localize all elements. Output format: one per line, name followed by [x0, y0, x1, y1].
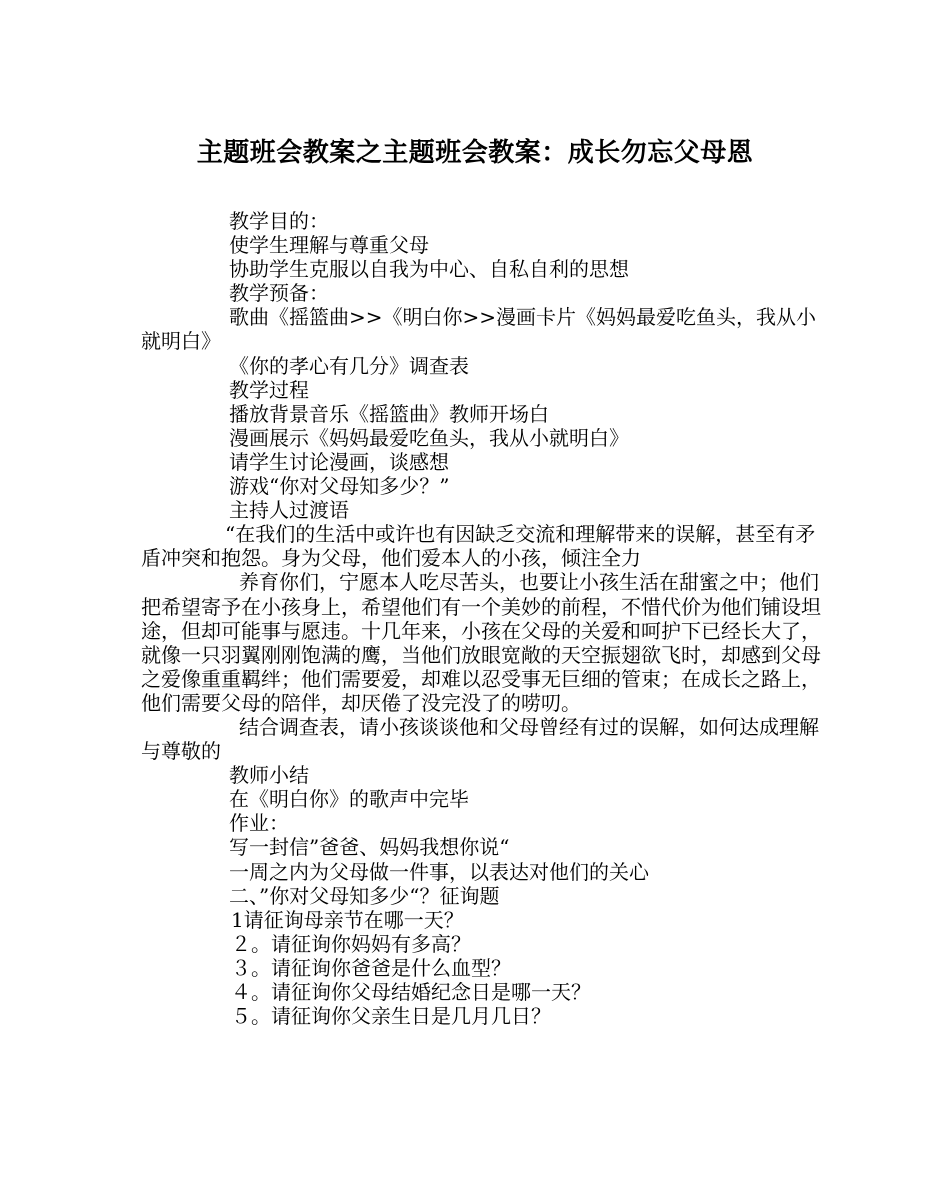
text-paragraph: 歌曲《摇篮曲>>《明白你>>漫画卡片《妈妈最爱吃鱼头，我从小就明白》: [141, 305, 817, 354]
text-line: 协助学生克服以自我为中心、自私自利的思想: [229, 257, 629, 282]
text-paragraph: 结合调查表，请小孩谈谈他和父母曾经有过的误解，如何达成理解与尊敬的: [141, 714, 819, 764]
text-line: 二、”你对父母知多少“？征询题: [229, 883, 500, 908]
text-line: 播放背景音乐《摇篮曲》教师开场白: [229, 401, 549, 426]
text-line: 《你的孝心有几分》调查表: [229, 353, 469, 378]
text-paragraph: “在我们的生活中或许也有因缺乏交流和理解带来的误解，甚至有矛盾冲突和抱怨。身为父母，他们爱本人的小孩，倾注全力: [141, 522, 816, 571]
page-title: 主题班会教案之主题班会教案：成长勿忘父母恩: [196, 138, 754, 168]
question-item: ４。请征询你父母结婚纪念日是哪一天？: [231, 980, 591, 1004]
text-paragraph: 养育你们，宁愿本人吃尽苦头，也要让小孩生活在甜蜜之中；他们把希望寄予在小孩身上，希望他们有一个美妙的前程，不惜代价为他们铺设坦途，但却可能事与愿违。十几年来，小孩在父母的关爱和呵护下已经长大了，就像一只羽翼刚刚饱满的鹰，当他们放眼宽敞的天空振翅欲飞时，却感到父母之爱像重重羁绊；他们需要爱，却难以忍受事无巨细的管束；在成长之路上，他们需要父母的陪伴，却厌倦了没完没了的唠叨。: [141, 570, 821, 715]
question-item: ３。请征询你爸爸是什么血型？: [231, 955, 511, 980]
text-line: 漫画展示《妈妈最爱吃鱼头，我从小就明白》: [229, 425, 629, 450]
question-item: 1请征询母亲节在哪一天？: [231, 907, 464, 932]
text-line: 教学预备：: [229, 281, 329, 306]
text-line: 教学过程: [229, 377, 309, 402]
question-item: ２。请征询你妈妈有多高？: [231, 931, 471, 956]
text-line: 在《明白你》的歌声中完毕: [229, 787, 469, 812]
text-line: 教师小结: [229, 763, 309, 788]
text-line: 请学生讨论漫画，谈感想: [229, 449, 449, 474]
text-line: 使学生理解与尊重父母: [229, 233, 429, 258]
text-line: 游戏“你对父母知多少？”: [229, 474, 450, 499]
text-line: 教学目的：: [229, 209, 329, 233]
text-line: 作业：: [229, 811, 289, 836]
question-item: ５。请征询你父亲生日是几月几日？: [231, 1004, 551, 1029]
text-line: 一周之内为父母做一件事，以表达对他们的关心: [229, 859, 649, 884]
text-line: 主持人过渡语: [229, 498, 349, 523]
text-line: 写一封信”爸爸、妈妈我想你说“: [229, 835, 510, 860]
document-body: [141, 209, 821, 1028]
